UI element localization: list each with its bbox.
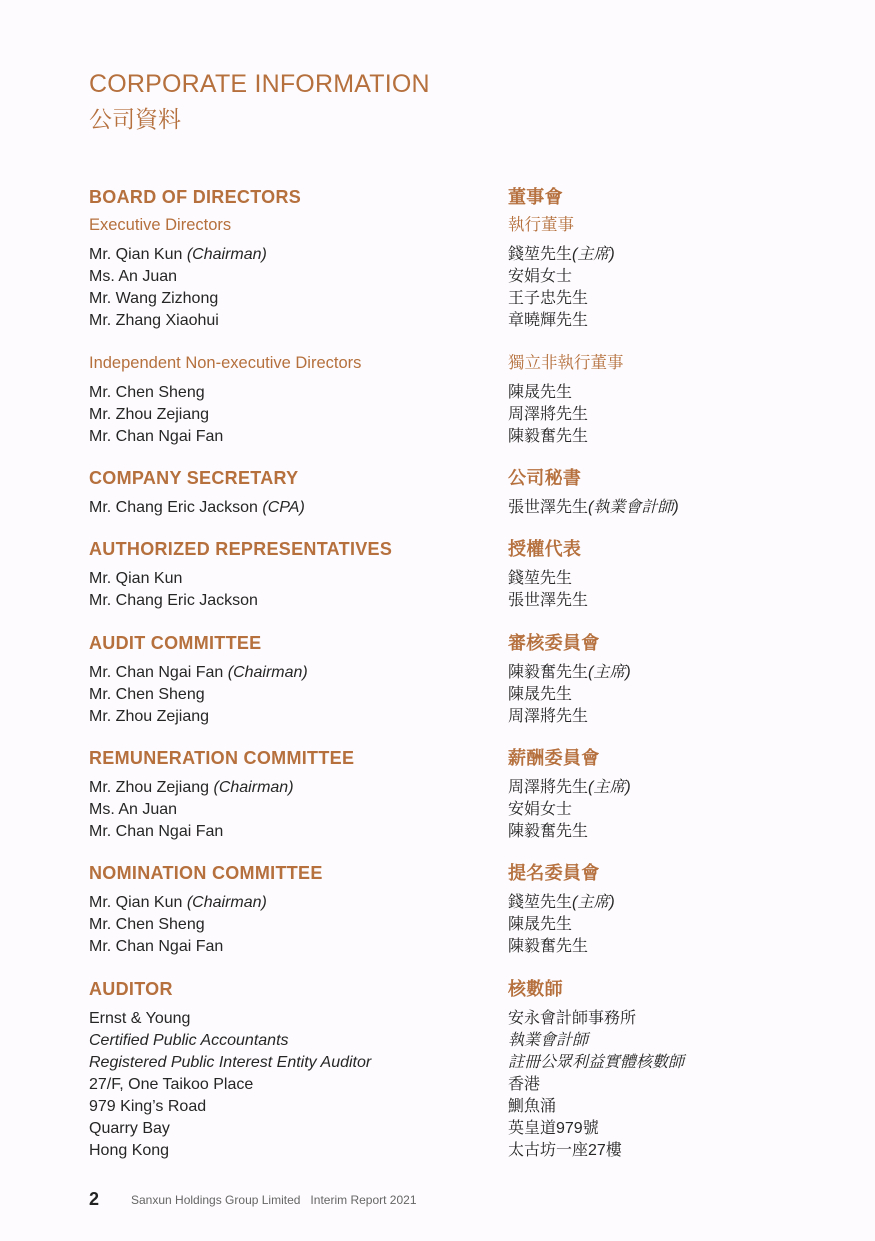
director-name: 錢堃先生 (508, 246, 573, 263)
address-line: Hong Kong (89, 1142, 170, 1159)
director-row: Mr. Chen Sheng (89, 384, 205, 401)
page-number: 2 (89, 1189, 100, 1209)
director-row: 王子忠先生 (508, 290, 589, 307)
director-row (508, 244, 615, 266)
nomination-heading: NOMINATION COMMITTEE (89, 863, 323, 883)
board-heading: BOARD OF DIRECTORS (89, 187, 302, 207)
member-role: (Chairman) (186, 894, 267, 911)
member-row: Mr. Chen Sheng (89, 686, 205, 703)
secretary-name: 張世澤先生 (508, 499, 589, 516)
address-line: Quarry Bay (89, 1120, 170, 1137)
auditor-section (89, 978, 371, 1162)
page-title: CORPORATE INFORMATION (89, 70, 430, 98)
member-name: 陳毅奮先生 (508, 664, 589, 681)
member-row: 陳毅奮先生 (508, 938, 589, 955)
director-row (89, 288, 301, 310)
remuneration-section-zh (508, 747, 631, 843)
director-row: 陳晟先生 (508, 384, 573, 401)
audit-heading: AUDIT COMMITTEE (89, 633, 262, 653)
ined-section (89, 352, 361, 448)
director-row: 安娟女士 (508, 268, 573, 285)
director-name: Ms. An Juan (89, 268, 178, 285)
ined-section-zh (508, 352, 624, 448)
director-row: 周澤將先生 (508, 406, 589, 423)
director-role: (主席) (572, 246, 615, 263)
member-role: (Chairman) (213, 779, 294, 796)
secretary-section-zh (508, 467, 679, 519)
auditor-heading-zh: 核數師 (508, 979, 563, 999)
address-line: 鰂魚涌 (508, 1098, 557, 1115)
secretary-role: (CPA) (262, 499, 305, 516)
executive-directors-subheading-zh: 執行董事 (508, 216, 574, 234)
representative-row: 錢堃先生 (508, 570, 573, 587)
nomination-heading-zh: 提名委員會 (508, 863, 600, 883)
director-name: Mr. Zhang Xiaohui (89, 312, 219, 329)
address-line: 太古坊一座27樓 (508, 1142, 622, 1159)
member-name: 錢堃先生 (508, 894, 573, 911)
remuneration-heading: REMUNERATION COMMITTEE (89, 748, 355, 768)
representative-row: Mr. Chang Eric Jackson (89, 592, 258, 609)
auditor-heading: AUDITOR (89, 979, 173, 999)
remuneration-section (89, 747, 354, 843)
board-section-zh (508, 186, 615, 332)
director-row (89, 266, 301, 288)
member-row (508, 892, 615, 914)
director-row: Mr. Zhou Zejiang (89, 406, 210, 423)
auditor-firm: 安永會計師事務所 (508, 1010, 637, 1027)
member-row: Mr. Zhou Zejiang (89, 708, 210, 725)
auditor-firm: Ernst & Young (89, 1010, 191, 1027)
member-row (89, 662, 308, 684)
authorized-heading: AUTHORIZED REPRESENTATIVES (89, 539, 393, 559)
ined-subheading: Independent Non-executive Directors (89, 354, 362, 372)
member-role: (主席) (572, 894, 615, 911)
director-role: (Chairman) (186, 246, 267, 263)
member-row: 周澤將先生 (508, 708, 589, 725)
address-line: 英皇道979號 (508, 1120, 599, 1137)
remuneration-heading-zh: 薪酬委員會 (508, 748, 600, 768)
member-row (508, 777, 631, 799)
footer-report-title: Sanxun Holdings Group Limited Interim Report 2021 (131, 1193, 417, 1207)
director-name: Mr. Wang Zizhong (89, 290, 219, 307)
secretary-heading: COMPANY SECRETARY (89, 468, 299, 488)
authorized-section-zh (508, 538, 588, 612)
member-row: 陳晟先生 (508, 686, 573, 703)
member-row: 陳晟先生 (508, 916, 573, 933)
executive-directors-subheading: Executive Directors (89, 216, 232, 234)
secretary-row (508, 497, 679, 519)
secretary-name: Mr. Chang Eric Jackson (89, 499, 263, 516)
member-row: Mr. Chan Ngai Fan (89, 938, 224, 955)
ined-subheading-zh: 獨立非執行董事 (508, 354, 624, 372)
audit-section (89, 632, 308, 728)
secretary-row (89, 497, 305, 519)
member-name: Mr. Zhou Zejiang (89, 779, 214, 796)
member-role: (主席) (588, 779, 631, 796)
secretary-role: (執業會計師) (588, 499, 679, 516)
member-row: Mr. Chan Ngai Fan (89, 823, 224, 840)
representative-row: 張世澤先生 (508, 592, 589, 609)
page-title-chinese: 公司資料 (89, 106, 181, 132)
representative-row: Mr. Qian Kun (89, 570, 183, 587)
address-line: 27/F, One Taikoo Place (89, 1076, 254, 1093)
address-line: 979 King’s Road (89, 1098, 207, 1115)
director-row: Mr. Chan Ngai Fan (89, 428, 224, 445)
auditor-section-zh (508, 978, 684, 1162)
member-name: Mr. Chan Ngai Fan (89, 664, 228, 681)
member-row (508, 662, 631, 684)
director-row (89, 310, 301, 332)
member-row (89, 892, 323, 914)
member-row: 陳毅奮先生 (508, 823, 589, 840)
member-row: Mr. Chen Sheng (89, 916, 205, 933)
auditor-description: 執業會計師 (508, 1032, 589, 1049)
director-row: 章曉輝先生 (508, 312, 589, 329)
director-name: Mr. Qian Kun (89, 246, 187, 263)
authorized-heading-zh: 授權代表 (508, 539, 582, 559)
address-line: 香港 (508, 1076, 541, 1093)
auditor-description: Certified Public Accountants (89, 1032, 289, 1049)
secretary-section (89, 467, 305, 519)
member-row: Ms. An Juan (89, 801, 178, 818)
nomination-section-zh (508, 862, 615, 958)
member-name: 周澤將先生 (508, 779, 589, 796)
audit-section-zh (508, 632, 631, 728)
auditor-description: Registered Public Interest Entity Auditor (89, 1054, 372, 1071)
auditor-description: 註冊公眾利益實體核數師 (508, 1054, 685, 1071)
member-row: 安娟女士 (508, 801, 573, 818)
secretary-heading-zh: 公司秘書 (508, 468, 582, 488)
director-row: 陳毅奮先生 (508, 428, 589, 445)
board-section (89, 186, 301, 332)
member-name: Mr. Qian Kun (89, 894, 187, 911)
audit-heading-zh: 審核委員會 (508, 633, 600, 653)
member-row (89, 777, 354, 799)
member-role: (主席) (588, 664, 631, 681)
nomination-section (89, 862, 323, 958)
director-row (89, 244, 301, 266)
member-role: (Chairman) (227, 664, 308, 681)
board-heading-zh: 董事會 (508, 187, 563, 207)
authorized-section (89, 538, 392, 612)
